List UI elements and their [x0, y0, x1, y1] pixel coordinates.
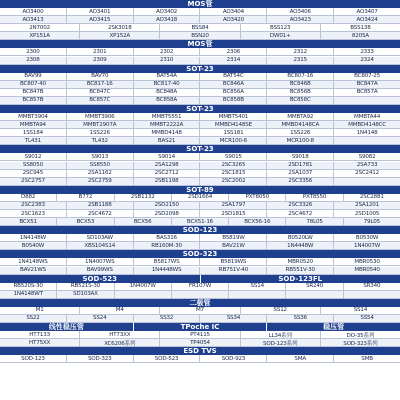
part-cell: RB521S-30	[57, 283, 114, 291]
part-cell: 1N4148	[334, 129, 400, 137]
part-cell: S9018	[267, 153, 334, 161]
part-cell: BSS84	[160, 24, 240, 32]
part-cell: 2SC945	[0, 170, 67, 178]
part-cell: BC846A	[200, 81, 267, 89]
part-cell: 2SB1188	[67, 202, 134, 210]
part-cell: MCR100-8	[267, 137, 334, 145]
part-cell: SS36	[267, 315, 334, 323]
part-cell: 2SB1132	[115, 194, 172, 202]
part-row	[0, 355, 400, 363]
part-cell: BC847B	[0, 89, 67, 97]
part-cell: HT73XX	[80, 331, 160, 339]
section-title: SOD-123FL	[278, 274, 323, 283]
part-cell: MMBT5551	[134, 113, 201, 121]
section-title: SOT-23	[186, 64, 214, 73]
part-row	[0, 267, 400, 275]
part-cell: BSS138	[321, 24, 400, 32]
section-title: SOT-89	[186, 185, 214, 194]
part-cell: 2SC2759	[67, 178, 134, 186]
part-cell: SOD-323	[67, 355, 134, 363]
part-cell: 2300	[0, 48, 67, 56]
part-cell: 2SA1201	[334, 202, 400, 210]
part-cell: 2SC3326	[267, 202, 334, 210]
part-cell: SS24	[67, 315, 134, 323]
part-cell: MMBD4148SE	[200, 121, 267, 129]
part-cell: BC856A	[200, 89, 267, 97]
part-cell: 2309	[67, 57, 134, 65]
part-cell: SOD-123系列	[241, 339, 321, 347]
part-cell: SR240	[286, 283, 343, 291]
part-cell: HT75XX	[0, 339, 80, 347]
part-cell: AO3423	[267, 16, 334, 24]
section-header	[0, 226, 400, 234]
part-cell: MMBT3906	[67, 113, 134, 121]
part-cell: B0520LW	[267, 234, 334, 242]
part-cell: SOD-523	[134, 355, 201, 363]
part-cell	[334, 178, 400, 186]
part-cell: S9012	[0, 153, 67, 161]
part-row	[0, 218, 400, 226]
part-cell: BAV21WS	[0, 267, 67, 275]
part-cell: 2SC2412	[334, 170, 400, 178]
part-cell: BC858C	[267, 97, 334, 105]
part-cell: AO3401	[67, 8, 134, 16]
part-cell: B5817WS	[134, 258, 201, 266]
part-cell: SS8050	[0, 162, 67, 170]
part-cell: PXT8050	[229, 194, 286, 202]
part-cell: PT4115	[160, 331, 240, 339]
part-cell: BAV21W	[200, 242, 267, 250]
part-cell: 1N4448WS	[134, 267, 201, 275]
part-cell: DO-35系列	[321, 331, 400, 339]
part-cell	[334, 137, 400, 145]
part-cell: MBR0530	[334, 258, 400, 266]
part-cell: D882	[0, 194, 57, 202]
part-cell: 2SA1298	[134, 162, 201, 170]
part-cell: TL431	[0, 137, 67, 145]
part-cell: AO3420	[200, 16, 267, 24]
part-cell: 2314	[200, 57, 267, 65]
part-cell: 2N7002	[0, 24, 80, 32]
part-cell: XP151A	[0, 32, 80, 40]
part-cell: MMBT3904	[0, 113, 67, 121]
part-cell: AO3407	[334, 8, 400, 16]
part-cell: 2310	[134, 57, 201, 65]
section-header	[0, 250, 400, 258]
part-cell: MBR0540	[334, 267, 400, 275]
part-cell	[286, 291, 343, 299]
section-title: SOD-323	[182, 250, 218, 259]
part-cell: BC857C	[67, 97, 134, 105]
part-row	[0, 153, 400, 161]
part-cell: 2SA1797	[200, 202, 267, 210]
section-header	[0, 145, 400, 153]
part-cell: 2324	[334, 57, 400, 65]
part-row	[0, 283, 400, 291]
part-row	[0, 202, 400, 210]
part-cell: M1	[0, 307, 80, 315]
part-cell: 1N4007WS	[67, 258, 134, 266]
part-row	[0, 307, 400, 315]
part-cell: AO3404	[200, 8, 267, 16]
part-cell: MMBTA94	[0, 121, 67, 129]
part-cell: AO3418	[134, 16, 201, 24]
part-cell: SMB	[334, 355, 400, 363]
part-cell: SMA	[267, 355, 334, 363]
part-cell: 1N4148WT	[0, 291, 57, 299]
part-cell: MMBTA44	[334, 113, 400, 121]
part-row	[0, 129, 400, 137]
part-cell: SS14	[321, 307, 400, 315]
part-cell: BAT54C	[200, 73, 267, 81]
part-row	[0, 331, 400, 339]
part-cell: BC858B	[200, 97, 267, 105]
part-cell: BCX51-16	[172, 218, 229, 226]
section-title: SOT-23	[186, 145, 214, 154]
part-cell: AO3415	[67, 16, 134, 24]
part-cell: 2333	[334, 48, 400, 56]
part-cell: S9013	[67, 153, 134, 161]
part-cell: 1SS226	[67, 129, 134, 137]
part-row	[0, 162, 400, 170]
section-title: ESD TVS	[183, 347, 217, 356]
part-cell: SS34	[200, 315, 267, 323]
part-cell	[229, 291, 286, 299]
part-row	[0, 339, 400, 347]
part-cell: LL34系列	[241, 331, 321, 339]
part-cell: BC858A	[134, 97, 201, 105]
part-cell: BC817-16	[67, 81, 134, 89]
part-cell: BC846B	[267, 81, 334, 89]
part-cell: 2SD1781	[267, 162, 334, 170]
part-cell: 1N4007W	[334, 242, 400, 250]
part-cell: BCX56	[115, 218, 172, 226]
part-cell: PXT8550	[286, 194, 343, 202]
part-cell: BSN20	[160, 32, 240, 40]
part-cell: 2SC2002	[200, 178, 267, 186]
section-header	[0, 299, 400, 307]
part-cell: S9014	[134, 153, 201, 161]
part-cell: BC857B	[0, 97, 67, 105]
part-cell: 2SC3265	[200, 162, 267, 170]
part-cell: 2SC2757	[0, 178, 67, 186]
part-cell: 2SA1162	[67, 170, 134, 178]
part-cell: M4	[80, 307, 160, 315]
part-cell: 2SC1815	[200, 170, 267, 178]
part-cell: MMBT5401	[200, 113, 267, 121]
part-cell: RB751V-40	[200, 267, 267, 275]
part-cell: RB520S-30	[0, 283, 57, 291]
part-cell: 2SC2383	[0, 202, 67, 210]
part-cell: SR340	[344, 283, 400, 291]
part-cell: 2SC4672	[67, 210, 134, 218]
part-cell: 2SC2712	[134, 170, 201, 178]
part-cell: 1N4148WS	[0, 258, 67, 266]
part-cell: M7	[160, 307, 240, 315]
part-cell: 2SC3356	[267, 178, 334, 186]
section-header	[0, 0, 400, 8]
part-cell: SOD-323系列	[321, 339, 400, 347]
part-cell: 2SA1037	[267, 170, 334, 178]
part-cell: DW01+	[241, 32, 321, 40]
part-row	[0, 57, 400, 65]
part-cell: BC857A	[334, 89, 400, 97]
part-cell: 1SS226	[267, 129, 334, 137]
part-cell	[334, 97, 400, 105]
part-cell: BC848A	[134, 89, 201, 97]
part-cell: 2SD2098	[134, 210, 201, 218]
section-title: 线性稳压管	[0, 322, 134, 332]
section-title: 二极管	[189, 298, 211, 307]
part-cell: HT7133	[0, 331, 80, 339]
part-cell: 1N4448W	[267, 242, 334, 250]
part-cell: 2306	[200, 48, 267, 56]
part-cell: 2308	[0, 57, 67, 65]
part-cell: BC807-25	[334, 73, 400, 81]
part-cell: 2SC1623	[0, 210, 67, 218]
part-cell: MCR100-6	[200, 137, 267, 145]
section-header	[0, 347, 400, 355]
part-cell: BSS123	[241, 24, 321, 32]
part-cell: XBS104S14	[67, 242, 134, 250]
part-cell: S9015	[200, 153, 267, 161]
part-cell: SOD-923	[200, 355, 267, 363]
part-cell: 8205A	[321, 32, 400, 40]
part-row	[0, 170, 400, 178]
part-cell: RB551V-30	[267, 267, 334, 275]
part-cell: 1SS184	[0, 129, 67, 137]
part-cell: MMBT2222A	[134, 121, 201, 129]
part-row	[0, 242, 400, 250]
section-header	[0, 40, 400, 48]
section-header	[0, 105, 400, 113]
part-cell: TP4054	[160, 339, 240, 347]
part-cell: AO3402	[134, 8, 201, 16]
part-row	[0, 73, 400, 81]
part-cell: SS22	[0, 315, 67, 323]
part-cell: FR107W	[172, 283, 229, 291]
part-cell: BC807-16	[267, 73, 334, 81]
part-cell	[344, 291, 400, 299]
part-cell: MMBD4148	[134, 129, 201, 137]
part-row	[0, 16, 400, 24]
part-cell: SS54	[334, 315, 400, 323]
part-row	[0, 258, 400, 266]
part-row	[0, 89, 400, 97]
part-cell: 1N4007W	[115, 283, 172, 291]
part-cell: 2302	[134, 48, 201, 56]
part-cell: SS8550	[67, 162, 134, 170]
part-cell: B0540W	[0, 242, 67, 250]
part-cell: TL432	[67, 137, 134, 145]
part-cell: S9082	[334, 153, 400, 161]
part-row	[0, 97, 400, 105]
part-cell: RB160M-30	[134, 242, 201, 250]
section-title: 稳压管	[323, 323, 345, 331]
part-cell: 2315	[267, 57, 334, 65]
part-cell: BC817-40	[134, 81, 201, 89]
part-cell: AO3413	[0, 16, 67, 24]
part-cell: BCX56-16	[229, 218, 286, 226]
part-row	[0, 178, 400, 186]
part-cell: MMBD4148CC	[334, 121, 400, 129]
part-cell: AO3424	[334, 16, 400, 24]
part-row	[0, 121, 400, 129]
part-cell: B772	[57, 194, 114, 202]
part-cell: MMBTA92	[267, 113, 334, 121]
part-row	[0, 8, 400, 16]
part-cell: SD103AX	[57, 291, 114, 299]
section-header	[0, 65, 400, 73]
part-cell: 2SD1815	[200, 210, 267, 218]
section-title: MOS管	[187, 0, 213, 8]
part-cell: BC847C	[67, 89, 134, 97]
section-title: TPoche IC	[134, 323, 268, 331]
part-cell: MMBD4148CA	[267, 121, 334, 129]
section-title: SOD-523	[0, 275, 201, 283]
part-cell: BC847A	[334, 81, 400, 89]
section-title: SOT-23	[186, 105, 214, 113]
part-row	[0, 48, 400, 56]
part-cell: B5819W	[200, 234, 267, 242]
part-cell: BAV99WS	[67, 267, 134, 275]
section-header	[0, 186, 400, 194]
part-cell: 2SB1198	[134, 178, 201, 186]
part-cell: MBR0520	[267, 258, 334, 266]
part-cell: 2SC2881	[344, 194, 400, 202]
part-cell: 2SC4672	[267, 210, 334, 218]
part-cell: 78L05	[286, 218, 343, 226]
part-cell: AO3400	[0, 8, 67, 16]
part-cell: BAS21	[134, 137, 201, 145]
part-cell: 2312	[267, 48, 334, 56]
part-cell: BAV99	[0, 73, 67, 81]
part-row	[0, 81, 400, 89]
part-cell	[115, 291, 172, 299]
part-row	[0, 194, 400, 202]
part-cell: B0530W	[334, 234, 400, 242]
section-title: SOD-123	[182, 226, 218, 235]
part-cell: 2SD2150	[134, 202, 201, 210]
part-cell: B5819WS	[200, 258, 267, 266]
part-cell: AO3406	[267, 8, 334, 16]
section-title: MOS管	[187, 40, 213, 49]
part-cell: BAS316	[134, 234, 201, 242]
section-header	[0, 323, 400, 331]
part-cell: XP152A	[80, 32, 160, 40]
part-cell: XC6206系列	[80, 339, 160, 347]
part-row	[0, 234, 400, 242]
part-cell: SS32	[134, 315, 201, 323]
part-cell: BAV70	[67, 73, 134, 81]
part-cell: 1SS181	[200, 129, 267, 137]
part-cell: BC807-40	[0, 81, 67, 89]
part-cell: SOD-123	[0, 355, 67, 363]
part-cell: SS12	[241, 307, 321, 315]
part-cell: MMBT2907A	[67, 121, 134, 129]
part-cell: 2SK3018	[80, 24, 160, 32]
part-cell: 79L05	[344, 218, 400, 226]
part-row	[0, 24, 400, 32]
part-cell: BCX53	[57, 218, 114, 226]
part-cell: 2SD1664	[172, 194, 229, 202]
part-cell: 2301	[67, 48, 134, 56]
part-cell: 2SA733	[334, 162, 400, 170]
part-cell: BC856B	[267, 89, 334, 97]
part-cell: BAT54A	[134, 73, 201, 81]
part-cell: SS14	[229, 283, 286, 291]
part-cell: BCX51	[0, 218, 57, 226]
part-row	[0, 113, 400, 121]
section-header	[0, 275, 400, 283]
part-cell: 2SD1005	[334, 210, 400, 218]
part-cell: 1N4148W	[0, 234, 67, 242]
part-row	[0, 210, 400, 218]
part-cell: SD103AW	[67, 234, 134, 242]
part-row	[0, 137, 400, 145]
